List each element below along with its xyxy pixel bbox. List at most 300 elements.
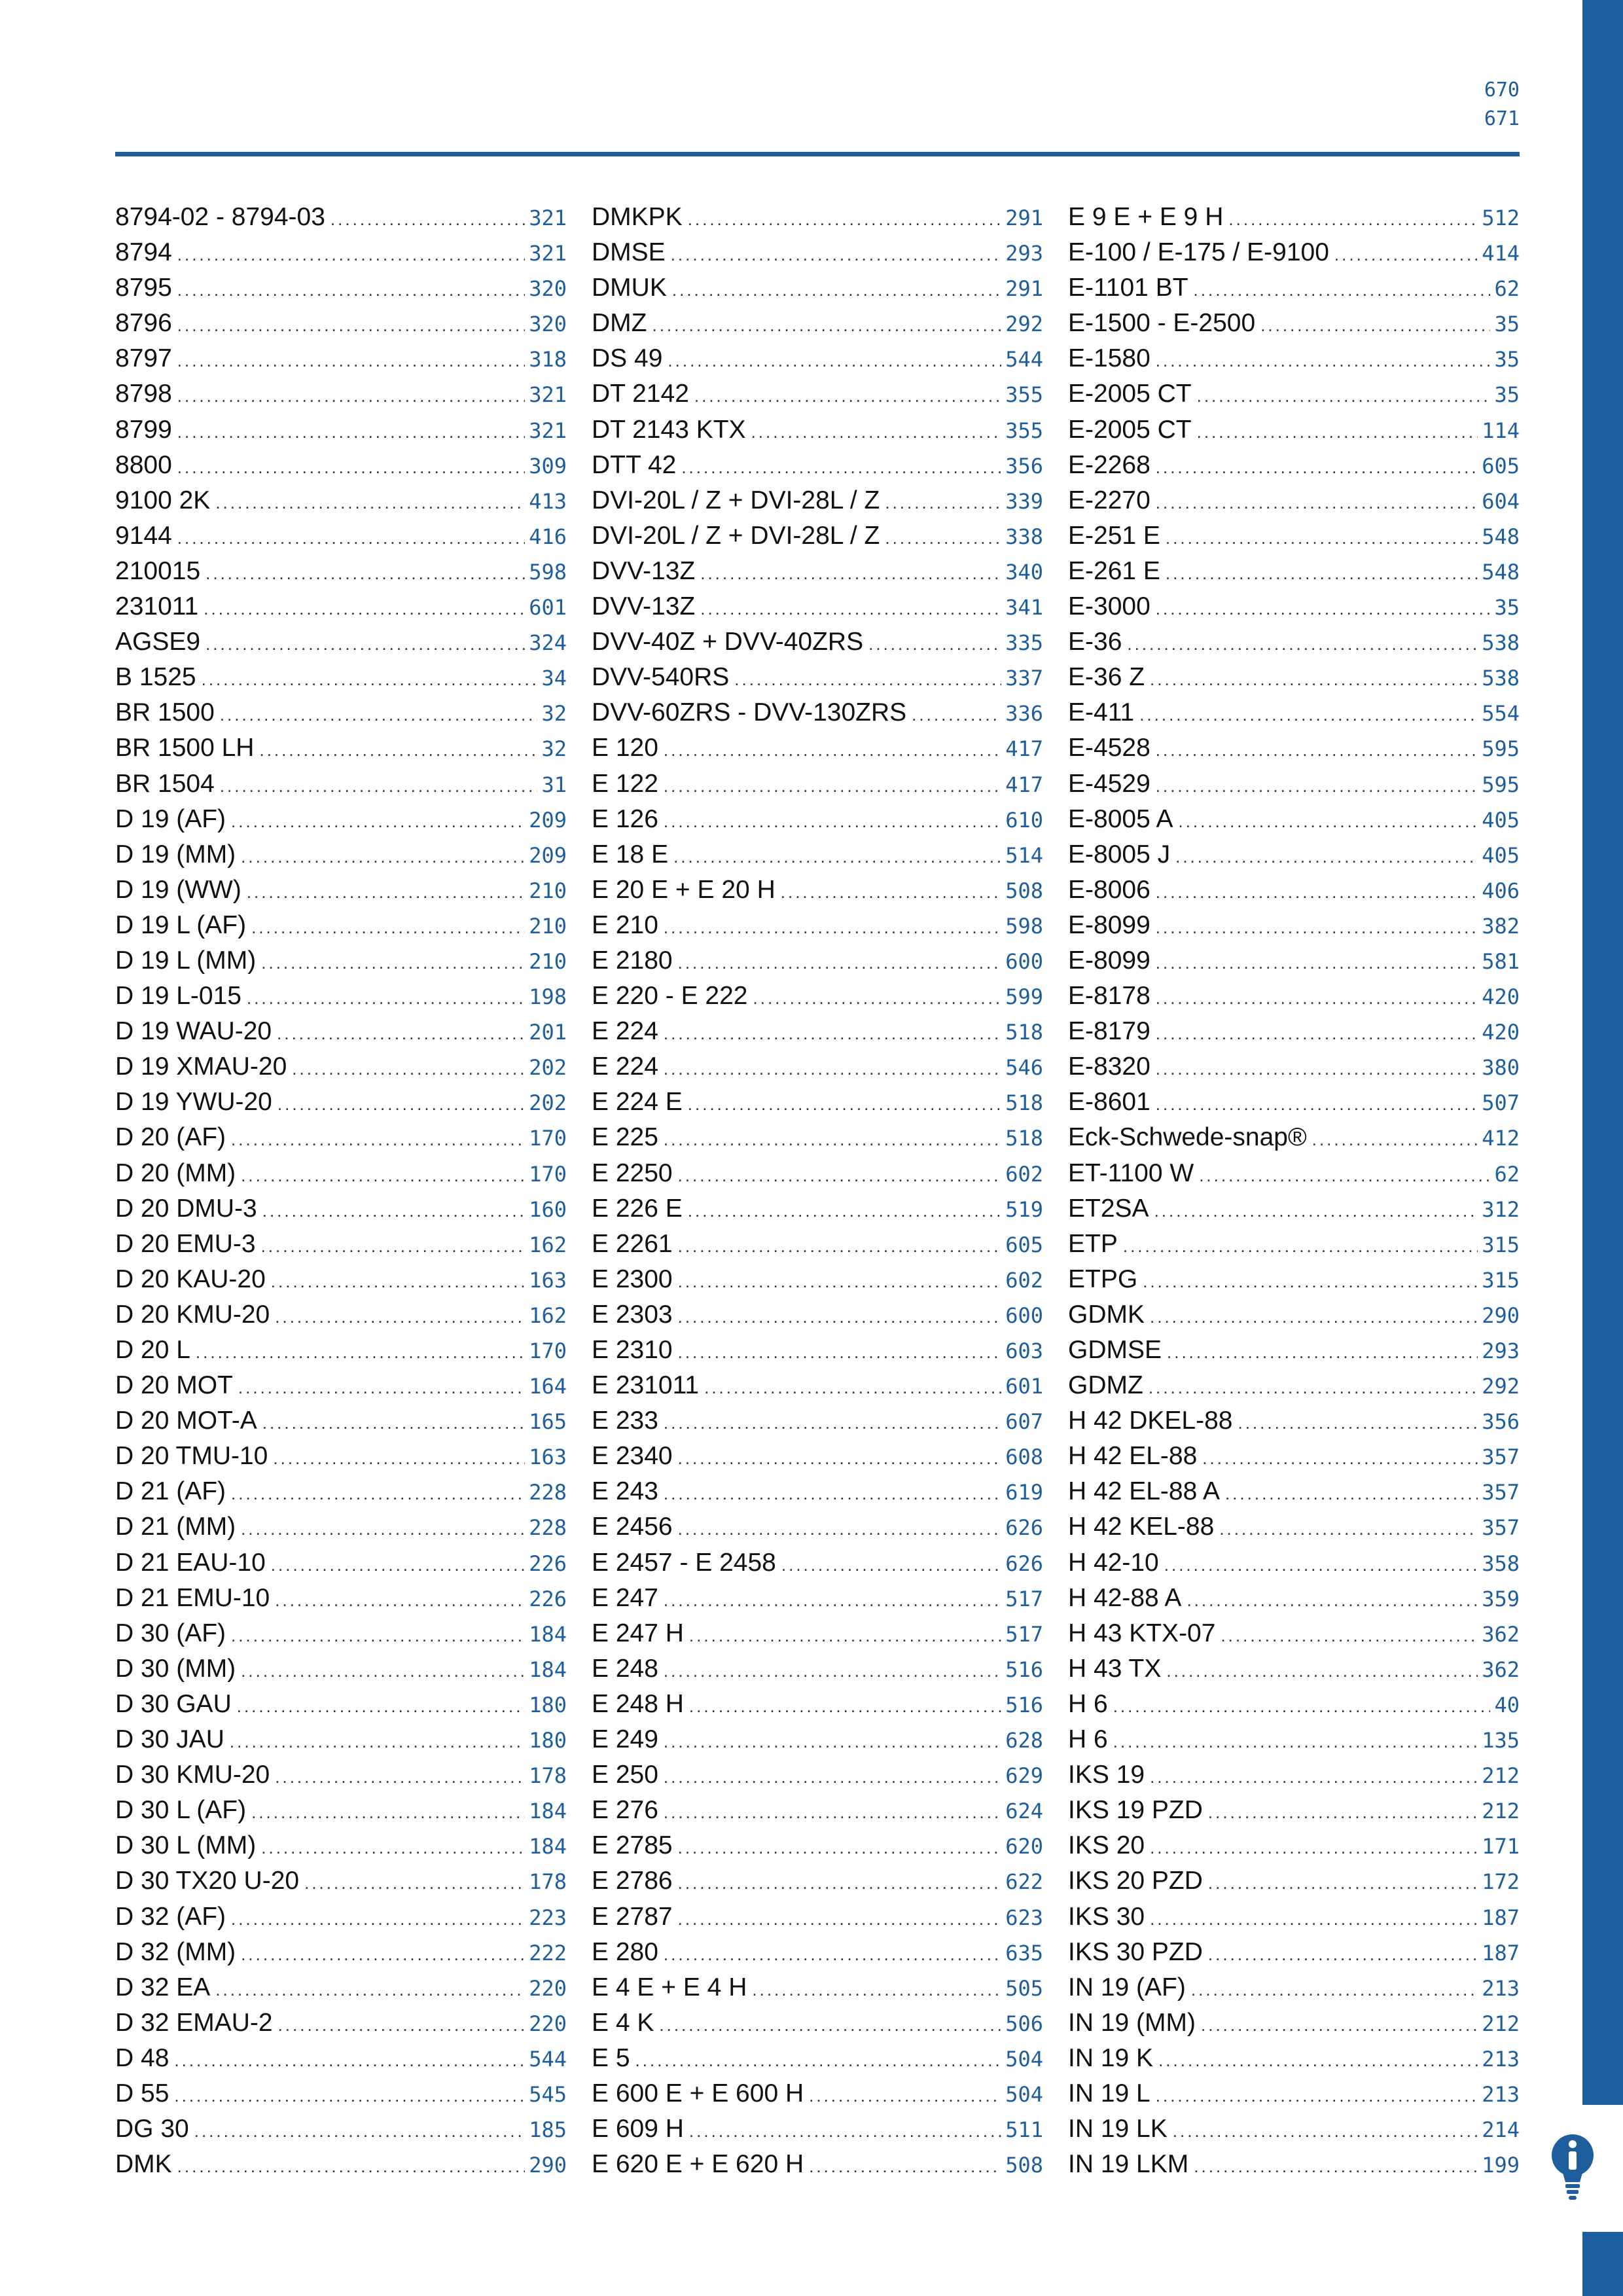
entry-code: D 20 TMU-10 bbox=[115, 1442, 268, 1471]
entry-page-number: 417 bbox=[1005, 736, 1043, 762]
dot-leader bbox=[1208, 1873, 1478, 1893]
entry-code: D 20 DMU-3 bbox=[115, 1194, 257, 1223]
index-entry bbox=[115, 1371, 567, 1407]
index-entry bbox=[1068, 486, 1520, 522]
index-entry bbox=[592, 1088, 1043, 1123]
dot-leader bbox=[1156, 599, 1491, 619]
entry-page-number: 228 bbox=[529, 1515, 567, 1541]
entry-code: E 2457 - E 2458 bbox=[592, 1548, 776, 1577]
entry-page-number: 180 bbox=[529, 1728, 567, 1753]
entry-page-number: 210 bbox=[529, 878, 567, 903]
entry-page-number: 357 bbox=[1482, 1515, 1520, 1541]
index-entry bbox=[1068, 1725, 1520, 1761]
entry-code: 231011 bbox=[115, 592, 199, 621]
dot-leader bbox=[231, 812, 525, 832]
entry-code: E 224 E bbox=[592, 1088, 683, 1117]
entry-page-number: 338 bbox=[1005, 524, 1043, 549]
entry-page-number: 162 bbox=[529, 1302, 567, 1328]
entry-page-number: 210 bbox=[529, 948, 567, 974]
entry-page-number: 538 bbox=[1482, 666, 1520, 691]
dot-leader bbox=[689, 1626, 1001, 1646]
dot-leader bbox=[688, 1094, 1001, 1115]
entry-code: DVI-20L / Z + DVI-28L / Z bbox=[592, 521, 880, 550]
entry-page-number: 170 bbox=[529, 1338, 567, 1363]
dot-leader bbox=[678, 953, 1002, 973]
entry-page-number: 171 bbox=[1482, 1834, 1520, 1859]
dot-leader bbox=[1156, 493, 1478, 513]
index-entry bbox=[592, 663, 1043, 698]
index-entry bbox=[592, 734, 1043, 769]
entry-page-number: 170 bbox=[529, 1161, 567, 1187]
entry-page-number: 505 bbox=[1005, 1975, 1043, 2001]
dot-leader bbox=[304, 1873, 525, 1893]
entry-page-number: 228 bbox=[529, 1480, 567, 1505]
entry-page-number: 321 bbox=[529, 241, 567, 266]
index-entry bbox=[592, 840, 1043, 876]
entry-code: E-2268 bbox=[1068, 450, 1150, 479]
index-entry bbox=[115, 309, 567, 344]
entry-code: IN 19 (AF) bbox=[1068, 1973, 1186, 2001]
entry-code: E 220 - E 222 bbox=[592, 982, 748, 1011]
dot-leader bbox=[277, 1094, 525, 1115]
dot-leader bbox=[672, 280, 1001, 300]
index-entry bbox=[592, 1300, 1043, 1336]
index-entry bbox=[115, 1300, 567, 1336]
entry-code: D 20 MOT bbox=[115, 1371, 233, 1400]
dot-leader bbox=[678, 1519, 1002, 1539]
entry-code: D 19 (MM) bbox=[115, 840, 236, 869]
entry-code: E 18 E bbox=[592, 840, 669, 869]
dot-leader bbox=[681, 457, 1001, 478]
dot-leader bbox=[1164, 1555, 1478, 1575]
index-entry bbox=[592, 522, 1043, 557]
dot-leader bbox=[664, 1484, 1001, 1504]
index-entry bbox=[1068, 628, 1520, 663]
index-entry bbox=[1068, 2079, 1520, 2115]
dot-leader bbox=[885, 528, 1001, 548]
entry-page-number: 315 bbox=[1482, 1267, 1520, 1293]
entry-page-number: 290 bbox=[1482, 1302, 1520, 1328]
index-entry bbox=[592, 238, 1043, 274]
entry-page-number: 508 bbox=[1005, 878, 1043, 903]
entry-page-number: 548 bbox=[1482, 524, 1520, 549]
dot-leader bbox=[259, 740, 537, 761]
entry-code: DMZ bbox=[592, 309, 647, 338]
dot-leader bbox=[261, 1236, 526, 1257]
entry-code: 8799 bbox=[115, 415, 172, 444]
dot-leader bbox=[1156, 1094, 1478, 1115]
dot-leader bbox=[241, 1661, 525, 1681]
entry-code: E-8179 bbox=[1068, 1017, 1150, 1046]
entry-code: E 226 E bbox=[592, 1194, 683, 1223]
entry-code: E 2303 bbox=[592, 1300, 673, 1329]
entry-page-number: 202 bbox=[529, 1090, 567, 1116]
index-entry bbox=[115, 557, 567, 592]
entry-page-number: 31 bbox=[541, 772, 567, 797]
entry-code: DS 49 bbox=[592, 344, 663, 373]
dot-leader bbox=[664, 1732, 1001, 1752]
entry-code: 8794-02 - 8794-03 bbox=[115, 203, 325, 231]
entry-page-number: 504 bbox=[1005, 2081, 1043, 2107]
entry-code: IN 19 LK bbox=[1068, 2115, 1168, 2144]
entry-code: E 2300 bbox=[592, 1265, 673, 1293]
entry-code: IKS 19 bbox=[1068, 1761, 1145, 1789]
dot-leader bbox=[664, 1803, 1001, 1823]
dot-leader bbox=[668, 351, 1001, 371]
entry-page-number: 517 bbox=[1005, 1621, 1043, 1647]
dot-leader bbox=[664, 1767, 1001, 1787]
index-entry bbox=[1068, 451, 1520, 486]
header-rule bbox=[115, 152, 1520, 156]
dot-leader bbox=[177, 386, 525, 406]
index-entry bbox=[115, 1265, 567, 1300]
index-entry bbox=[1068, 1442, 1520, 1477]
entry-page-number: 619 bbox=[1005, 1480, 1043, 1505]
index-entry bbox=[592, 1194, 1043, 1230]
entry-page-number: 62 bbox=[1494, 1161, 1520, 1187]
index-entry bbox=[1068, 2150, 1520, 2185]
entry-code: 210015 bbox=[115, 556, 201, 585]
entry-page-number: 629 bbox=[1005, 1763, 1043, 1789]
entry-code: E 210 bbox=[592, 910, 658, 939]
dot-leader bbox=[678, 1909, 1002, 1929]
entry-page-number: 626 bbox=[1005, 1515, 1043, 1541]
entry-page-number: 624 bbox=[1005, 1799, 1043, 1824]
index-entry bbox=[592, 876, 1043, 911]
entry-page-number: 226 bbox=[529, 1586, 567, 1611]
entry-page-number: 335 bbox=[1005, 630, 1043, 656]
index-entry bbox=[592, 2009, 1043, 2044]
entry-code: E 122 bbox=[592, 769, 658, 798]
entry-code: E 233 bbox=[592, 1407, 658, 1435]
entry-code: DVV-40Z + DVV-40ZRS bbox=[592, 628, 864, 656]
index-entry bbox=[115, 1336, 567, 1371]
index-entry bbox=[592, 557, 1043, 592]
index-column-1 bbox=[115, 203, 567, 2185]
entry-code: H 6 bbox=[1068, 1725, 1108, 1754]
entry-code: D 30 KMU-20 bbox=[115, 1761, 270, 1789]
index-entry bbox=[115, 1655, 567, 1690]
entry-page-number: 607 bbox=[1005, 1409, 1043, 1435]
entry-code: D 21 EAU-10 bbox=[115, 1548, 266, 1577]
entry-code: E 280 bbox=[592, 1937, 658, 1966]
index-entry bbox=[1068, 380, 1520, 415]
entry-code: GDMSE bbox=[1068, 1336, 1162, 1364]
entry-page-number: 337 bbox=[1005, 666, 1043, 691]
entry-code: D 19 (AF) bbox=[115, 804, 226, 833]
entry-page-number: 209 bbox=[529, 807, 567, 833]
index-entry bbox=[1068, 1017, 1520, 1052]
page-number-left: 670 bbox=[1484, 79, 1520, 101]
dot-leader bbox=[1113, 1732, 1478, 1752]
index-entry bbox=[1068, 309, 1520, 344]
index-entry bbox=[592, 203, 1043, 238]
entry-page-number: 601 bbox=[1005, 1374, 1043, 1399]
entry-page-number: 320 bbox=[529, 312, 567, 337]
index-entry bbox=[592, 1831, 1043, 1867]
dot-leader bbox=[277, 1024, 525, 1044]
entry-code: E-100 / E-175 / E-9100 bbox=[1068, 238, 1329, 267]
index-entry bbox=[592, 2044, 1043, 2079]
dot-leader bbox=[1156, 776, 1478, 797]
entry-page-number: 184 bbox=[529, 1657, 567, 1682]
entry-code: E-8006 bbox=[1068, 875, 1150, 904]
entry-code: E 231011 bbox=[592, 1371, 700, 1400]
entry-code: DMSE bbox=[592, 238, 666, 267]
entry-code: E-8178 bbox=[1068, 982, 1150, 1011]
dot-leader bbox=[205, 564, 525, 584]
entry-page-number: 35 bbox=[1494, 312, 1520, 337]
dot-leader bbox=[664, 1945, 1001, 1965]
index-entry bbox=[592, 1549, 1043, 1584]
index-entry bbox=[592, 1513, 1043, 1548]
dot-leader bbox=[1156, 953, 1478, 973]
entry-page-number: 508 bbox=[1005, 2153, 1043, 2178]
dot-leader bbox=[678, 1873, 1002, 1893]
dot-leader bbox=[262, 1413, 525, 1433]
dot-leader bbox=[205, 634, 525, 655]
entry-page-number: 223 bbox=[529, 1905, 567, 1930]
entry-code: E 4 E + E 4 H bbox=[592, 1973, 747, 2001]
entry-code: 8794 bbox=[115, 238, 172, 267]
entry-page-number: 514 bbox=[1005, 842, 1043, 868]
entry-code: E-36 bbox=[1068, 628, 1122, 656]
dot-leader bbox=[809, 2086, 1001, 2106]
entry-page-number: 212 bbox=[1482, 1799, 1520, 1824]
dot-leader bbox=[215, 1980, 525, 2000]
entry-page-number: 40 bbox=[1494, 1692, 1520, 1717]
index-entry bbox=[115, 1725, 567, 1761]
entry-page-number: 603 bbox=[1005, 1338, 1043, 1363]
dot-leader bbox=[231, 1626, 525, 1646]
index-entry bbox=[115, 1867, 567, 1902]
index-entry bbox=[115, 1831, 567, 1867]
page-number-right: 671 bbox=[1484, 107, 1520, 130]
entry-code: DMK bbox=[115, 2150, 172, 2179]
dot-leader bbox=[330, 209, 525, 230]
dot-leader bbox=[664, 812, 1001, 832]
entry-page-number: 291 bbox=[1005, 206, 1043, 230]
index-entry bbox=[592, 1123, 1043, 1158]
index-entry bbox=[592, 274, 1043, 309]
entry-page-number: 507 bbox=[1482, 1090, 1520, 1116]
dot-leader bbox=[1201, 2015, 1478, 2036]
entry-code: E 2180 bbox=[592, 946, 673, 975]
entry-page-number: 359 bbox=[1482, 1586, 1520, 1611]
index-entry bbox=[115, 1407, 567, 1442]
index-entry bbox=[115, 1159, 567, 1194]
entry-page-number: 518 bbox=[1005, 1090, 1043, 1116]
index-entry bbox=[115, 2150, 567, 2185]
entry-code: DG 30 bbox=[115, 2115, 189, 2144]
dot-leader bbox=[247, 988, 525, 1009]
entry-code: E-8320 bbox=[1068, 1052, 1150, 1081]
index-entry bbox=[115, 2009, 567, 2044]
entry-code: D 19 WAU-20 bbox=[115, 1017, 272, 1046]
index-entry bbox=[1068, 911, 1520, 946]
index-columns bbox=[115, 203, 1520, 2185]
entry-code: H 42 EL-88 bbox=[1068, 1442, 1198, 1471]
index-entry bbox=[115, 344, 567, 380]
dot-leader bbox=[1166, 564, 1478, 584]
entry-page-number: 185 bbox=[529, 2117, 567, 2143]
index-entry bbox=[1068, 1371, 1520, 1407]
index-entry bbox=[592, 982, 1043, 1017]
index-entry bbox=[115, 1938, 567, 1973]
entry-page-number: 517 bbox=[1005, 1586, 1043, 1611]
entry-code: E 225 bbox=[592, 1123, 658, 1152]
entry-code: E-1580 bbox=[1068, 344, 1150, 373]
dot-leader bbox=[278, 2015, 526, 2036]
entry-page-number: 358 bbox=[1482, 1551, 1520, 1576]
entry-page-number: 170 bbox=[529, 1126, 567, 1151]
entry-code: E 2340 bbox=[592, 1442, 673, 1471]
entry-code: E-8099 bbox=[1068, 910, 1150, 939]
entry-page-number: 546 bbox=[1005, 1055, 1043, 1081]
entry-page-number: 172 bbox=[1482, 1869, 1520, 1895]
dot-leader bbox=[196, 1342, 525, 1363]
index-entry bbox=[592, 486, 1043, 522]
dot-leader bbox=[177, 351, 525, 371]
entry-code: IKS 30 bbox=[1068, 1902, 1145, 1931]
entry-code: D 20 KAU-20 bbox=[115, 1265, 266, 1293]
entry-code: E 600 E + E 600 H bbox=[592, 2079, 804, 2108]
index-entry bbox=[592, 380, 1043, 415]
index-entry bbox=[592, 911, 1043, 946]
index-entry bbox=[592, 1052, 1043, 1088]
entry-page-number: 318 bbox=[529, 347, 567, 372]
dot-leader bbox=[247, 882, 525, 903]
entry-code: H 42-88 A bbox=[1068, 1583, 1182, 1612]
entry-page-number: 214 bbox=[1482, 2117, 1520, 2143]
index-entry bbox=[1068, 1690, 1520, 1725]
entry-page-number: 336 bbox=[1005, 701, 1043, 726]
entry-page-number: 178 bbox=[529, 1763, 567, 1789]
index-entry bbox=[1068, 1159, 1520, 1194]
index-entry bbox=[1068, 592, 1520, 628]
index-entry bbox=[592, 1725, 1043, 1761]
index-entry bbox=[115, 486, 567, 522]
entry-page-number: 544 bbox=[529, 2046, 567, 2072]
index-entry bbox=[1068, 1407, 1520, 1442]
entry-code: D 20 EMU-3 bbox=[115, 1229, 256, 1258]
dot-leader bbox=[1199, 1166, 1490, 1186]
dot-leader bbox=[689, 2121, 1001, 2142]
dot-leader bbox=[220, 705, 538, 725]
index-entry bbox=[592, 1442, 1043, 1477]
dot-leader bbox=[678, 1838, 1002, 1858]
dot-leader bbox=[809, 2157, 1001, 2177]
dot-leader bbox=[912, 705, 1001, 725]
dot-leader bbox=[664, 1130, 1001, 1150]
entry-page-number: 518 bbox=[1005, 1126, 1043, 1151]
dot-leader bbox=[1143, 1272, 1478, 1292]
entry-page-number: 32 bbox=[541, 736, 567, 762]
entry-code: E 5 bbox=[592, 2043, 630, 2072]
index-entry bbox=[115, 982, 567, 1017]
entry-page-number: 355 bbox=[1005, 418, 1043, 443]
entry-code: E-4529 bbox=[1068, 769, 1150, 798]
index-entry bbox=[592, 2115, 1043, 2150]
entry-code: D 19 YWU-20 bbox=[115, 1088, 272, 1117]
index-entry bbox=[1068, 1796, 1520, 1831]
dot-leader bbox=[241, 1945, 525, 1965]
index-entry bbox=[115, 380, 567, 415]
entry-code: E 2456 bbox=[592, 1513, 673, 1541]
index-entry bbox=[1068, 805, 1520, 840]
dot-leader bbox=[781, 1555, 1001, 1575]
entry-page-number: 412 bbox=[1482, 1126, 1520, 1151]
entry-page-number: 291 bbox=[1005, 276, 1043, 302]
entry-code: E 248 bbox=[592, 1654, 658, 1683]
index-entry bbox=[115, 1123, 567, 1158]
index-entry bbox=[115, 770, 567, 805]
dot-leader bbox=[700, 564, 1001, 584]
entry-page-number: 598 bbox=[529, 559, 567, 584]
index-entry bbox=[1068, 1265, 1520, 1300]
dot-leader bbox=[1156, 351, 1491, 371]
dot-leader bbox=[1158, 2051, 1478, 2071]
entry-code: ET-1100 W bbox=[1068, 1158, 1194, 1187]
entry-page-number: 35 bbox=[1494, 382, 1520, 408]
index-entry bbox=[1068, 1549, 1520, 1584]
entry-page-number: 511 bbox=[1005, 2117, 1043, 2143]
entry-page-number: 595 bbox=[1482, 736, 1520, 762]
dot-leader bbox=[204, 599, 525, 619]
entry-code: E-251 E bbox=[1068, 521, 1160, 550]
dot-leader bbox=[275, 1590, 525, 1611]
entry-page-number: 184 bbox=[529, 1799, 567, 1824]
dot-leader bbox=[1156, 918, 1478, 938]
dot-leader bbox=[1156, 1059, 1478, 1079]
entry-page-number: 610 bbox=[1005, 807, 1043, 833]
index-entry bbox=[1068, 770, 1520, 805]
entry-page-number: 339 bbox=[1005, 488, 1043, 514]
entry-page-number: 321 bbox=[529, 382, 567, 408]
entry-code: E 250 bbox=[592, 1761, 658, 1789]
dot-leader bbox=[177, 280, 525, 300]
entry-page-number: 220 bbox=[529, 1975, 567, 2001]
index-entry bbox=[1068, 982, 1520, 1017]
dot-leader bbox=[1219, 1519, 1478, 1539]
dot-leader bbox=[781, 882, 1001, 903]
dot-leader bbox=[1150, 1767, 1478, 1787]
index-column-2 bbox=[592, 203, 1043, 2185]
entry-code: D 19 XMAU-20 bbox=[115, 1052, 287, 1081]
dot-leader bbox=[237, 1696, 525, 1717]
dot-leader bbox=[177, 457, 525, 478]
index-entry bbox=[115, 1973, 567, 2009]
entry-page-number: 608 bbox=[1005, 1444, 1043, 1470]
index-entry bbox=[115, 698, 567, 734]
entry-page-number: 315 bbox=[1482, 1232, 1520, 1257]
entry-page-number: 35 bbox=[1494, 347, 1520, 372]
entry-page-number: 293 bbox=[1482, 1338, 1520, 1363]
entry-page-number: 605 bbox=[1005, 1232, 1043, 1257]
index-entry bbox=[592, 1973, 1043, 2009]
dot-leader bbox=[664, 740, 1001, 761]
dot-leader bbox=[1127, 634, 1478, 655]
index-entry bbox=[592, 592, 1043, 628]
index-entry bbox=[115, 1619, 567, 1655]
entry-page-number: 324 bbox=[529, 630, 567, 656]
entry-page-number: 544 bbox=[1005, 347, 1043, 372]
entry-code: GDMZ bbox=[1068, 1371, 1143, 1400]
index-entry bbox=[115, 522, 567, 557]
entry-code: GDMK bbox=[1068, 1300, 1145, 1329]
entry-code: 8797 bbox=[115, 344, 172, 373]
entry-code: E 243 bbox=[592, 1477, 658, 1506]
